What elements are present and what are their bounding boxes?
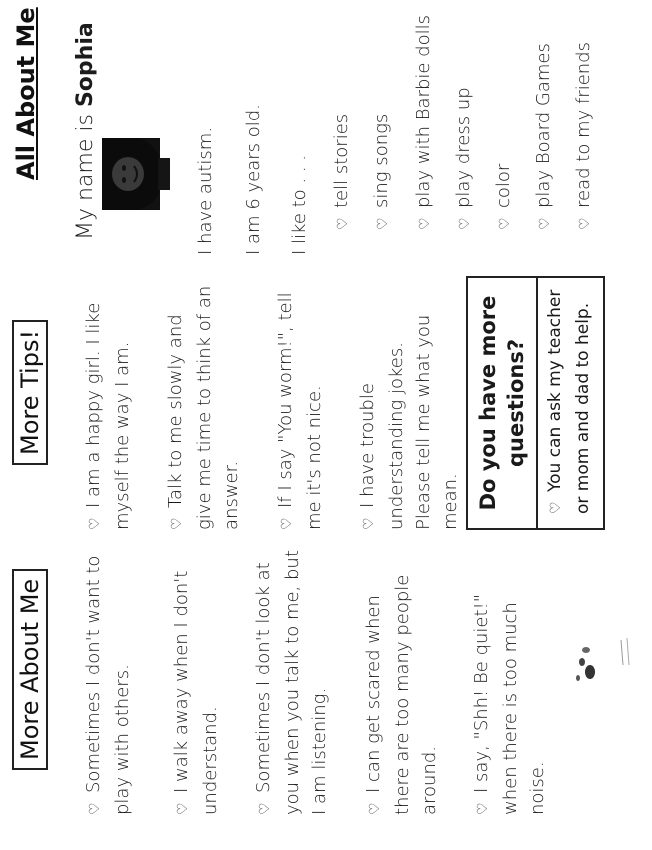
like-item: ♡sing songs bbox=[368, 0, 397, 230]
like-item: ♡play dress up bbox=[450, 0, 479, 230]
like-item: ♡color bbox=[490, 0, 519, 230]
list-item: ♡Talk to me slowly and give me time to think of an answer. bbox=[165, 285, 242, 530]
heart-outline-icon: ♡ bbox=[497, 217, 513, 230]
smudge-mark bbox=[615, 630, 645, 670]
heart-outline-icon: ♡ bbox=[175, 802, 191, 815]
heart-outline-icon: ♡ bbox=[367, 802, 383, 815]
heart-outline-icon: ♡ bbox=[457, 217, 473, 230]
child-name: Sophia bbox=[73, 22, 98, 108]
list-item: ♡I walk away when I don't understand. bbox=[171, 570, 221, 815]
more-about-me-title: More About Me bbox=[12, 569, 48, 770]
heart-outline-icon: ♡ bbox=[87, 802, 103, 815]
heart-outline-icon: ♡ bbox=[375, 217, 391, 230]
list-item: ♡Sometimes I don't look at you when you talk to me, but I am listening. bbox=[253, 550, 330, 815]
fact-line: I have autism. bbox=[195, 126, 216, 255]
heart-outline-icon: ♡ bbox=[87, 517, 103, 530]
questions-box-title: Do you have more questions? bbox=[468, 278, 538, 528]
fact-line: I am 6 years old. bbox=[243, 104, 264, 255]
smudge-mark bbox=[560, 630, 620, 690]
heart-outline-icon: ♡ bbox=[475, 802, 491, 815]
list-item: ♡I am a happy girl. I like myself the way I am. bbox=[83, 302, 133, 530]
heart-outline-icon: ♡ bbox=[361, 517, 377, 530]
more-tips-title: More Tips! bbox=[12, 320, 48, 465]
like-item: ♡play Board Games bbox=[530, 0, 559, 230]
girl-portrait-icon bbox=[100, 138, 170, 210]
panel-more-about-me bbox=[0, 550, 652, 850]
like-item: ♡play with Barbie dolls bbox=[410, 0, 439, 230]
fact-line: I like to . . . bbox=[289, 154, 310, 255]
heart-outline-icon: ♡ bbox=[537, 217, 553, 230]
questions-box bbox=[466, 276, 605, 530]
name-line: My name is Sophia bbox=[73, 22, 98, 240]
heart-outline-icon: ♡ bbox=[257, 802, 273, 815]
heart-outline-icon: ♡ bbox=[548, 501, 564, 514]
heart-outline-icon: ♡ bbox=[169, 517, 185, 530]
questions-box-body: ♡You can ask my teacher or mom and dad to help. bbox=[545, 289, 593, 514]
heart-outline-icon: ♡ bbox=[335, 217, 351, 230]
list-item: ♡Sometimes I don't want to play with others. bbox=[83, 555, 133, 815]
all-about-me-title: All About Me bbox=[12, 7, 40, 180]
list-item: ♡I can get scared when there are too many people around. bbox=[363, 574, 440, 815]
panel-all-about-me bbox=[0, 0, 652, 275]
heart-outline-icon: ♡ bbox=[577, 217, 593, 230]
like-item: ♡tell stories bbox=[328, 0, 357, 230]
panel-more-tips bbox=[0, 275, 652, 550]
like-item: ♡read to my friends bbox=[570, 0, 599, 230]
list-item: ♡I have trouble understanding jokes. Please tell me what you mean. bbox=[357, 314, 461, 530]
list-item: ♡If I say "You worm!", tell me it's not nice. bbox=[275, 292, 325, 530]
heart-outline-icon: ♡ bbox=[417, 217, 433, 230]
heart-outline-icon: ♡ bbox=[279, 517, 295, 530]
list-item: ♡I say, "Shh! Be quiet!" when there is too much noise. bbox=[471, 593, 548, 815]
